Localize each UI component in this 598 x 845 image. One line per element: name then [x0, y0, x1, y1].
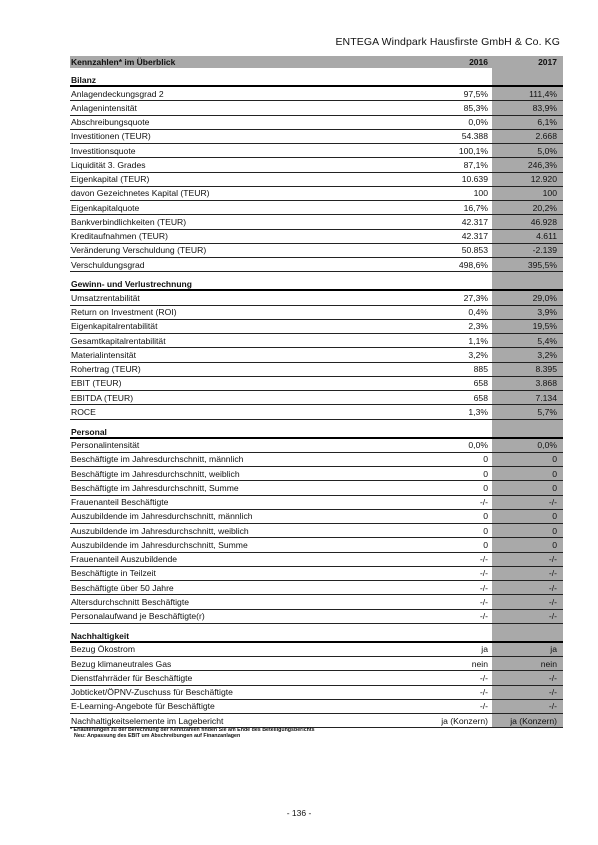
company-name: ENTEGA Windpark Hausfirste GmbH & Co. KG: [335, 36, 560, 48]
value-2017: 19,5%: [532, 321, 557, 332]
row-label: Eigenkapital (TEUR): [71, 174, 150, 185]
section-divider: [70, 289, 563, 291]
column-header-2017: 2017: [538, 57, 557, 67]
row-label: Veränderung Verschuldung (TEUR): [71, 245, 207, 256]
value-2016: 100,1%: [458, 145, 488, 156]
table-row: [70, 686, 563, 700]
value-2016: 0,0%: [468, 117, 488, 128]
table-row: [70, 306, 563, 320]
row-label: EBITDA (TEUR): [71, 392, 134, 403]
value-2016: 50.853: [461, 245, 488, 256]
value-2016: 100: [473, 188, 488, 199]
value-2017: nein: [540, 658, 557, 669]
value-2016: 10.639: [461, 174, 488, 185]
value-2017: -2.139: [532, 245, 557, 256]
value-2017: ja (Konzern): [510, 715, 557, 726]
value-2017: 0,0%: [537, 440, 557, 451]
page-number: - 136 -: [286, 808, 312, 818]
value-2017: ja: [550, 644, 557, 655]
table-row: [70, 173, 563, 187]
value-2017: 111,4%: [529, 88, 557, 99]
row-label: Auszubildende im Jahresdurchschnitt, Summe: [71, 539, 248, 550]
section-title-text: Nachhaltigkeit: [71, 630, 130, 641]
value-2016: ja: [481, 644, 488, 655]
value-2016: -/-: [479, 672, 488, 683]
value-2016: 85,3%: [463, 102, 488, 113]
value-2017: 100: [542, 188, 557, 199]
value-2017: -/-: [548, 687, 557, 698]
row-label: davon Gezeichnetes Kapital (TEUR): [71, 188, 210, 199]
table-row: [70, 496, 563, 510]
value-2016: -/-: [479, 582, 488, 593]
value-2016: 0: [483, 454, 488, 465]
value-2016: 0: [483, 482, 488, 493]
value-2017: 20,2%: [532, 202, 557, 213]
value-2016: 42.317: [461, 216, 488, 227]
table-row: [70, 439, 563, 453]
value-2016: 16,7%: [463, 202, 488, 213]
row-label: Auszubildende im Jahresdurchschnitt, männlich: [71, 511, 253, 522]
table-row: [70, 553, 563, 567]
value-2017: 2.668: [535, 131, 557, 142]
value-2016: 3,2%: [468, 349, 488, 360]
table-row: [70, 334, 563, 348]
table-row: [70, 244, 563, 258]
row-label: Anlagendeckungsgrad 2: [71, 88, 164, 99]
row-label: Dienstfahrräder für Beschäftigte: [71, 672, 193, 683]
row-label: Liquidität 3. Grades: [71, 159, 146, 170]
value-2016: 97,5%: [463, 88, 488, 99]
row-label: Umsatzrentabilität: [71, 292, 140, 303]
row-label: Verschuldungsgrad: [71, 259, 145, 270]
section-title-text: Gewinn- und Verlustrechnung: [71, 279, 192, 290]
footnote-1: * Erläuterungen zu der Berechnung der Kennzahlen finden Sie am Ende des Beteiligungsberichts: [70, 727, 315, 733]
value-2017: 12.920: [530, 174, 557, 185]
section-title: [70, 630, 563, 641]
value-2017: 3,9%: [537, 307, 557, 318]
value-2017: 7.134: [535, 392, 557, 403]
table-row: [70, 291, 563, 305]
table-row: [70, 230, 563, 244]
row-label: Bankverbindlichkeiten (TEUR): [71, 216, 187, 227]
value-2017: 0: [552, 525, 557, 536]
row-label: Rohertrag (TEUR): [71, 364, 141, 375]
value-2016: nein: [471, 658, 488, 669]
value-2016: 42.317: [461, 231, 488, 242]
table-row: [70, 215, 563, 229]
table-row: [70, 130, 563, 144]
row-label: Nachhaltigkeitselemente im Lagebericht: [71, 715, 224, 726]
value-2017: -/-: [548, 701, 557, 712]
row-label: Materialintensität: [71, 349, 136, 360]
kennzahlen-table: [70, 56, 563, 728]
value-2017: -/-: [548, 497, 557, 508]
section-divider: [70, 641, 563, 643]
value-2017: -/-: [548, 568, 557, 579]
table-header-row: [70, 56, 563, 68]
value-2017: 0: [552, 482, 557, 493]
value-2016: 0: [483, 468, 488, 479]
row-label: Investitionen (TEUR): [71, 131, 151, 142]
value-2016: ja (Konzern): [441, 715, 488, 726]
value-2017: 5,7%: [537, 406, 557, 417]
value-2016: -/-: [479, 568, 488, 579]
row-label: Beschäftigte über 50 Jahre: [71, 582, 174, 593]
value-2017: 3,2%: [537, 349, 557, 360]
value-2017: -/-: [548, 554, 557, 565]
table-row: [70, 158, 563, 172]
value-2016: 1,3%: [468, 406, 488, 417]
table-sections: [70, 74, 563, 728]
value-2017: 0: [552, 468, 557, 479]
value-2017: 4.611: [536, 231, 557, 242]
row-label: Altersdurchschnitt Beschäftigte: [71, 596, 189, 607]
table-row: [70, 671, 563, 685]
table-row: [70, 510, 563, 524]
row-label: Beschäftigte im Jahresdurchschnitt, weiblich: [71, 468, 240, 479]
row-label: Gesamtkapitalrentabilität: [71, 335, 166, 346]
value-2016: 0,0%: [468, 440, 488, 451]
row-label: Return on Investment (ROI): [71, 307, 177, 318]
value-2016: 27,3%: [463, 292, 488, 303]
footnotes: [70, 727, 470, 739]
row-label: EBIT (TEUR): [71, 378, 122, 389]
value-2016: 1,1%: [468, 335, 488, 346]
value-2017: 3.868: [535, 378, 557, 389]
row-label: E-Learning-Angebote für Beschäftigte: [71, 701, 215, 712]
table-row: [70, 481, 563, 495]
row-label: Auszubildende im Jahresdurchschnitt, weiblich: [71, 525, 249, 536]
table-row: [70, 643, 563, 657]
value-2016: -/-: [479, 701, 488, 712]
value-2017: -/-: [548, 582, 557, 593]
row-label: Investitionsquote: [71, 145, 136, 156]
table-row: [70, 363, 563, 377]
value-2016: 0: [483, 525, 488, 536]
value-2016: 885: [473, 364, 488, 375]
row-label: Frauenanteil Beschäftigte: [71, 497, 169, 508]
value-2017: 0: [552, 539, 557, 550]
table-row: [70, 595, 563, 609]
value-2017: -/-: [548, 611, 557, 622]
value-2017: 83,9%: [532, 102, 557, 113]
section-title-text: Personal: [71, 426, 107, 437]
table-row: [70, 524, 563, 538]
row-label: Bezug klimaneutrales Gas: [71, 658, 172, 669]
row-label: Beschäftigte im Jahresdurchschnitt, Summe: [71, 482, 239, 493]
value-2017: 0: [552, 454, 557, 465]
value-2016: -/-: [479, 687, 488, 698]
table-row: [70, 657, 563, 671]
table-row: [70, 567, 563, 581]
section-divider: [70, 85, 563, 87]
value-2016: 54.388: [461, 131, 488, 142]
row-label: Kreditaufnahmen (TEUR): [71, 231, 168, 242]
section-title: [70, 74, 563, 85]
value-2016: 658: [473, 378, 488, 389]
table-row: [70, 453, 563, 467]
row-label: Eigenkapitalrentabilität: [71, 321, 158, 332]
table-row: [70, 87, 563, 101]
value-2017: 5,0%: [537, 145, 557, 156]
table-row: [70, 405, 563, 419]
value-2017: 8.395: [535, 364, 557, 375]
value-2016: 87,1%: [463, 159, 488, 170]
row-label: Frauenanteil Auszubildende: [71, 554, 178, 565]
value-2017: 46.928: [530, 216, 557, 227]
table-row: [70, 581, 563, 595]
row-label: Jobticket/ÖPNV-Zuschuss für Beschäftigte: [71, 687, 233, 698]
value-2017: -/-: [548, 596, 557, 607]
row-label: Personalintensität: [71, 440, 140, 451]
value-2017: 6,1%: [537, 117, 557, 128]
value-2017: -/-: [548, 672, 557, 683]
value-2016: -/-: [479, 554, 488, 565]
row-label: ROCE: [71, 406, 96, 417]
row-label: Personalaufwand je Beschäftigte(r): [71, 611, 205, 622]
column-header-2016: 2016: [469, 57, 488, 67]
value-2016: 0,4%: [468, 307, 488, 318]
table-row: [70, 320, 563, 334]
table-row: [70, 101, 563, 115]
row-label: Anlagenintensität: [71, 102, 137, 113]
table-title: Kennzahlen* im Überblick: [71, 57, 176, 67]
table-row: [70, 391, 563, 405]
value-2016: 658: [473, 392, 488, 403]
section-title: [70, 278, 563, 289]
table-row: [70, 348, 563, 362]
table-row: [70, 377, 563, 391]
value-2017: 246,3%: [527, 159, 557, 170]
value-2017: 0: [552, 511, 557, 522]
value-2016: 498,6%: [458, 259, 488, 270]
table-row: [70, 144, 563, 158]
value-2016: -/-: [479, 596, 488, 607]
row-label: Abschreibungsquote: [71, 117, 150, 128]
value-2017: 395,5%: [527, 259, 557, 270]
row-label: Bezug Ökostrom: [71, 644, 135, 655]
row-label: Eigenkapitalquote: [71, 202, 140, 213]
table-row: [70, 610, 563, 624]
value-2017: 5,4%: [537, 335, 557, 346]
row-label: Beschäftigte in Teilzeit: [71, 568, 156, 579]
value-2017: 29,0%: [532, 292, 557, 303]
table-row: [70, 187, 563, 201]
value-2016: -/-: [479, 497, 488, 508]
table-row: [70, 116, 563, 130]
table-row: [70, 538, 563, 552]
table-row: [70, 700, 563, 714]
section-title: [70, 426, 563, 437]
row-label: Beschäftigte im Jahresdurchschnitt, männlich: [71, 454, 244, 465]
section-title-text: Bilanz: [71, 75, 97, 85]
table-row: [70, 258, 563, 272]
section-divider: [70, 437, 563, 439]
value-2016: 0: [483, 511, 488, 522]
value-2016: 2,3%: [468, 321, 488, 332]
table-row: [70, 201, 563, 215]
footnote-2: Neu: Anpassung des EBIT um Abschreibungen auf Finanzanlagen: [74, 733, 241, 740]
table-row: [70, 467, 563, 481]
value-2016: 0: [483, 539, 488, 550]
value-2016: -/-: [479, 611, 488, 622]
